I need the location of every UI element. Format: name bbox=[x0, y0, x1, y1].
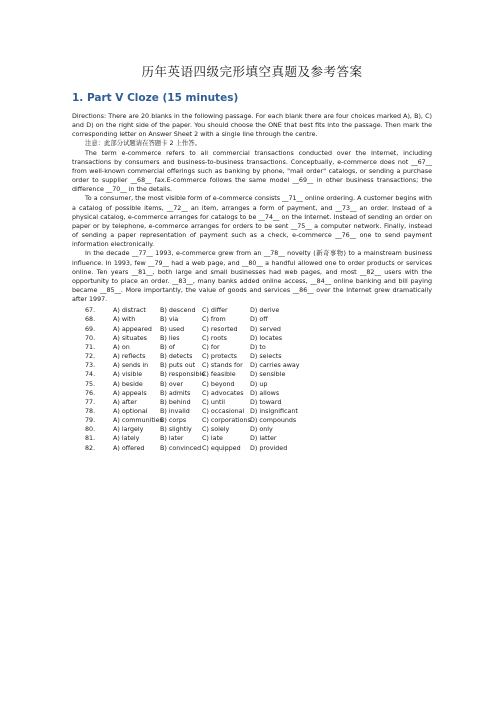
choice-c: C) until bbox=[202, 398, 225, 406]
option-row-67 bbox=[85, 306, 432, 315]
choice-d: D) carries away bbox=[250, 362, 300, 370]
choice-a: A) beside bbox=[113, 380, 143, 388]
choice-c: C) differ bbox=[202, 307, 228, 315]
option-row-81 bbox=[85, 434, 432, 443]
choice-c: C) for bbox=[202, 343, 220, 351]
choice-a: A) distract bbox=[113, 307, 146, 315]
choice-a: A) offered bbox=[113, 444, 145, 452]
choice-d: D) up bbox=[250, 380, 268, 388]
choice-c: C) beyond bbox=[202, 380, 235, 388]
option-row-70 bbox=[85, 334, 432, 343]
choice-a: A) visible bbox=[113, 371, 143, 379]
choice-d: D) latter bbox=[250, 435, 277, 443]
choice-a: A) situates bbox=[113, 334, 147, 342]
choice-a: A) lately bbox=[113, 435, 140, 443]
passage-paragraph-2: To a consumer, the most visible form of e-commerce consists __71__ online ordering. A customer begins with a catalog of possible items, __72__ an item, arranges a form of payment, and __73__ an order. Instead of a physical catalog, e-commerce arranges for catalogs to be __74__ on the Internet. Instead of sending an order on paper or by telephone, e-commerce arranges for orders to be sent __75__ a computer network. Finally, instead of sending a paper representation of payment such as a check, e-commerce __76__ one to send payment information electronically. bbox=[72, 195, 432, 249]
document-title: 历年英语四级完形填空真题及参考答案 bbox=[141, 64, 363, 79]
choice-c: C) roots bbox=[202, 334, 227, 342]
choice-b: B) admits bbox=[160, 389, 191, 397]
choice-d: D) sensible bbox=[250, 371, 286, 379]
choice-a: A) reflects bbox=[113, 353, 146, 361]
choice-d: D) insignificant bbox=[250, 408, 298, 415]
choice-b: B) descend bbox=[160, 307, 196, 315]
option-row-74 bbox=[85, 370, 432, 379]
choice-b: B) detects bbox=[160, 353, 193, 361]
choice-c: C) from bbox=[202, 316, 226, 324]
choice-c: C) solely bbox=[202, 426, 230, 434]
option-row-82 bbox=[85, 444, 432, 453]
choice-a: A) communities bbox=[113, 417, 163, 425]
question-number: 73. bbox=[85, 362, 96, 370]
option-row-73 bbox=[85, 361, 432, 370]
choice-c: C) feasible bbox=[202, 371, 236, 379]
choice-b: B) via bbox=[160, 316, 179, 324]
question-number: 79. bbox=[85, 417, 96, 425]
choice-c: C) advocates bbox=[202, 389, 244, 397]
question-number: 70. bbox=[85, 334, 96, 342]
choice-c: C) corporations bbox=[202, 417, 251, 425]
choice-b: B) later bbox=[160, 435, 184, 443]
choice-d: D) toward bbox=[250, 398, 282, 406]
choice-b: B) slightly bbox=[160, 426, 192, 434]
choice-a: A) largely bbox=[113, 426, 144, 434]
choice-b: B) responsible bbox=[160, 371, 206, 379]
question-number: 72. bbox=[85, 353, 96, 361]
choice-b: B) convinced bbox=[160, 444, 202, 452]
choice-a: A) after bbox=[113, 398, 137, 406]
choice-b: B) of bbox=[160, 343, 175, 351]
option-row-71 bbox=[85, 343, 432, 352]
passage-paragraph-3: In the decade __77__ 1993, e-commerce grew from an __78__ novelty (新奇事物) to a mainstream business influence. In 1993, few __79__ had a web page, and __80__ a handful allowed one to order products or services online. Ten years __81__, both large and small businesses had web pages, and most __82__ users with the opportunity to place an order. __83__, many banks added online access, __84__ online banking and bill paying became __85__. More importantly, the value of goods and services __86__ over the Internet grew dramatically after 1997. bbox=[72, 250, 432, 304]
question-number: 71. bbox=[85, 343, 96, 351]
answer-options-list bbox=[72, 306, 432, 453]
choice-b: B) lies bbox=[160, 334, 180, 342]
choice-a: A) appeals bbox=[113, 389, 147, 397]
choice-a: A) on bbox=[113, 343, 130, 351]
question-number: 82. bbox=[85, 444, 96, 452]
choice-d: D) to bbox=[250, 343, 266, 351]
question-number: 67. bbox=[85, 307, 96, 315]
question-number: 68. bbox=[85, 316, 96, 324]
question-number: 75. bbox=[85, 380, 96, 388]
question-number: 81. bbox=[85, 435, 96, 443]
choice-a: A) appeared bbox=[113, 325, 152, 333]
question-number: 76. bbox=[85, 389, 96, 397]
choice-b: B) invalid bbox=[160, 408, 190, 415]
question-number: 77. bbox=[85, 398, 96, 406]
directions-text: Directions: There are 20 blanks in the following passage. For each blank there are four choices marked A), B), C) and D) on the right side of the paper. You should choose the ONE that best fits into the passage. Then mark the corresponding letter on Answer Sheet 2 with a single line through the centre. bbox=[72, 113, 432, 139]
question-number: 69. bbox=[85, 325, 96, 333]
choice-d: D) provided bbox=[250, 444, 288, 452]
choice-b: B) corps bbox=[160, 417, 187, 425]
answer-sheet-note: 注意：此部分试题请在答题卡 2 上作答。 bbox=[85, 140, 201, 148]
choice-d: D) derive bbox=[250, 307, 280, 315]
question-number: 78. bbox=[85, 408, 96, 415]
option-row-69 bbox=[85, 325, 432, 334]
option-row-79 bbox=[85, 416, 432, 425]
choice-d: D) only bbox=[250, 426, 273, 434]
choice-b: B) over bbox=[160, 380, 183, 388]
choice-d: D) allows bbox=[250, 389, 280, 397]
option-row-72 bbox=[85, 352, 432, 361]
choice-d: D) off bbox=[250, 316, 268, 324]
choice-c: C) late bbox=[202, 435, 223, 443]
section-heading: 1. Part V Cloze (15 minutes) bbox=[72, 92, 239, 104]
choice-b: B) puts out bbox=[160, 362, 196, 370]
choice-a: A) with bbox=[113, 316, 136, 324]
choice-d: D) served bbox=[250, 325, 281, 333]
choice-a: A) optional bbox=[113, 408, 148, 415]
option-row-75 bbox=[85, 380, 432, 389]
choice-b: B) behind bbox=[160, 398, 191, 406]
option-row-78 bbox=[85, 407, 432, 416]
option-row-80 bbox=[85, 425, 432, 434]
choice-c: C) stands for bbox=[202, 362, 243, 370]
choice-d: D) compounds bbox=[250, 417, 297, 425]
option-row-68 bbox=[85, 315, 432, 324]
passage-paragraph-1: The term e-commerce refers to all commercial transactions conducted over the Internet, including transactions by consumers and business-to-business transactions. Conceptually, e-commerce does not __67__ from well-known commercial offerings such as banking by phone, "mail order" catalogs, or sending a purchase order to supplier __68__ fax.E-commerce follows the same model __69__ in other business transactions; the difference __70__ in the details. bbox=[72, 149, 432, 194]
choice-b: B) used bbox=[160, 325, 185, 333]
choice-a: A) sends in bbox=[113, 362, 149, 370]
choice-d: D) selects bbox=[250, 353, 282, 361]
choice-c: C) equipped bbox=[202, 444, 241, 452]
choice-d: D) locates bbox=[250, 334, 283, 342]
option-row-76 bbox=[85, 389, 432, 398]
question-number: 74. bbox=[85, 371, 96, 379]
choice-c: C) protects bbox=[202, 353, 237, 361]
question-number: 80. bbox=[85, 426, 96, 434]
choice-c: C) occasional bbox=[202, 408, 245, 415]
choice-c: C) resorted bbox=[202, 325, 238, 333]
option-row-77 bbox=[85, 398, 432, 407]
